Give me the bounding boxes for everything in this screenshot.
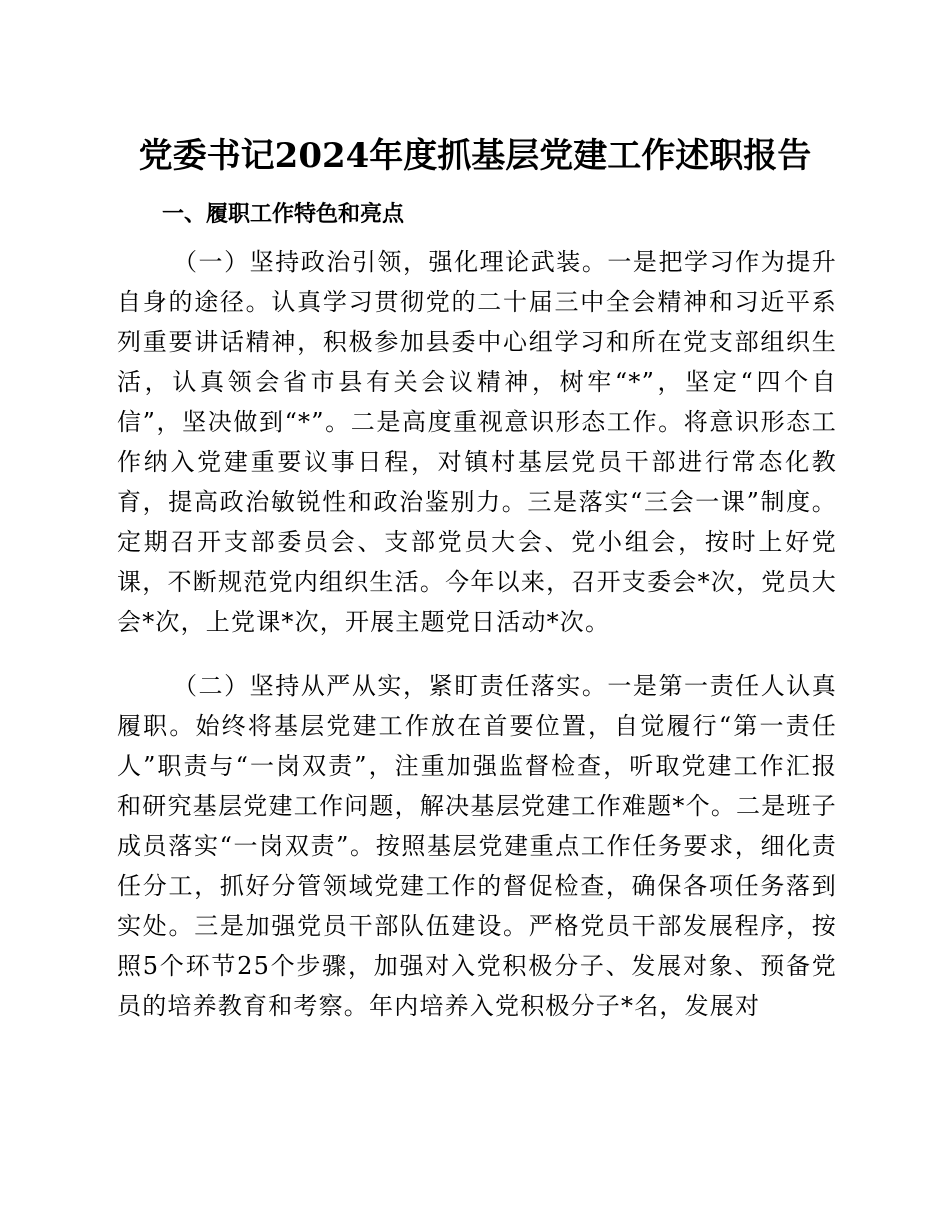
document-title: 党委书记2024年度抓基层党建工作述职报告 — [138, 136, 812, 176]
body-paragraph: （一）坚持政治引领，强化理论武装。一是把学习作为提升自身的途径。认真学习贯彻党的二十届三中全会精神和习近平系列重要讲话精神，积极参加县委中心组学习和所在党支部组织生活，认真领会省市县有关会议精神，树牢“*”，坚定“四个自信”，坚决做到“*”。二是高度重视意识形态工作。将意识形态工作纳入党建重要议事日程，对镇村基层党员干部进行常态化教育，提高政治敏锐性和政治鉴别力。三是落实“三会一课”制度。定期召开支部委员会、支部党员大会、党小组会，按时上好党课，不断规范党内组织生活。今年以来，召开支委会*次，党员大会*次，上党课*次，开展主题党日活动*次。 — [117, 248, 837, 636]
section-heading: 一、履职工作特色和亮点 — [162, 202, 405, 227]
body-paragraph: （二）坚持从严从实，紧盯责任落实。一是第一责任人认真履职。始终将基层党建工作放在首要位置，自觉履行“第一责任人”职责与“一岗双责”，注重加强监督检查，听取党建工作汇报和研究基层党建工作问题，解决基层党建工作难题*个。二是班子成员落实“一岗双责”。按照基层党建重点工作任务要求，细化责任分工，抓好分管领域党建工作的督促检查，确保各项任务落到实处。三是加强党员干部队伍建设。严格党员干部发展程序，按照5个环节25个步骤，加强对入党积极分子、发展对象、预备党员的培养教育和考察。年内培养入党积极分子*名，发展对 — [117, 672, 837, 1020]
